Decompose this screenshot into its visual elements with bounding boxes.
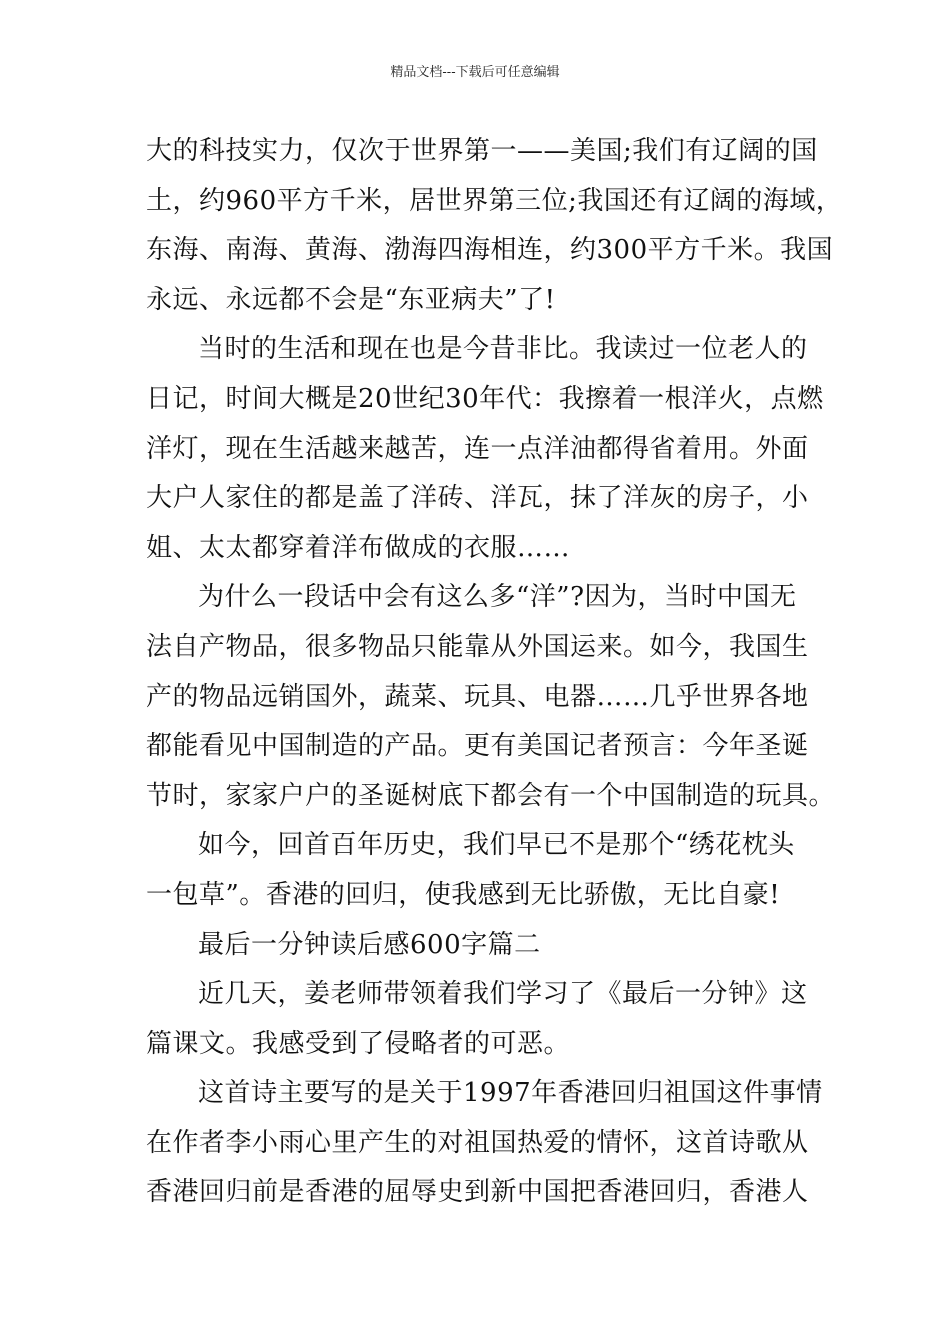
text-line: 洋灯，现在生活越来越苦，连一点洋油都得省着用。外面 — [146, 433, 809, 464]
text-line: 大的科技实力，仅次于世界第一——美国;我们有辽阔的国 — [146, 136, 818, 166]
text-line: 法自产物品，很多物品只能靠从外国运来。如今，我国生 — [146, 631, 809, 662]
text-line: 东海、南海、黄海、渤海四海相连，约300平方千米。我国 — [146, 235, 834, 266]
text-line: 永远、永远都不会是“东亚病夫”了! — [146, 284, 556, 315]
text-line: 近几天，姜老师带领着我们学习了《最后一分钟》这 — [198, 979, 808, 1010]
text-line: 如今，回首百年历史，我们早已不是那个“绣花枕头 — [198, 830, 795, 861]
text-line: 日记，时间大概是20世纪30年代：我擦着一根洋火，点燃 — [146, 383, 824, 414]
text-line: 土，约960平方千米，居世界第三位;我国还有辽阔的海域， — [146, 185, 843, 216]
text-line: 产的物品远销国外，蔬菜、玩具、电器……几乎世界各地 — [146, 681, 809, 712]
text-line: 在作者李小雨心里产生的对祖国热爱的情怀，这首诗歌从 — [146, 1127, 809, 1158]
text-line: 姐、太太都穿着洋布做成的衣服…… — [146, 532, 571, 563]
text-line: 都能看见中国制造的产品。更有美国记者预言：今年圣诞 — [146, 731, 809, 762]
text-line: 一包草”。香港的回归，使我感到无比骄傲，无比自豪! — [146, 879, 781, 910]
page-header: 精品文档---下载后可任意编辑 — [390, 65, 560, 80]
text-line: 节时，家家户户的圣诞树底下都会有一个中国制造的玩具。 — [146, 780, 836, 811]
text-line: 当时的生活和现在也是今昔非比。我读过一位老人的 — [198, 334, 808, 365]
text-line: 这首诗主要写的是关于1997年香港回归祖国这件事情 — [198, 1078, 823, 1109]
text-line: 香港回归前是香港的屈辱史到新中国把香港回归，香港人 — [146, 1177, 809, 1208]
text-line: 大户人家住的都是盖了洋砖、洋瓦，抹了洋灰的房子，小 — [146, 483, 809, 514]
document-body — [146, 127, 843, 1218]
text-line: 最后一分钟读后感600字篇二 — [198, 929, 541, 960]
text-line: 篇课文。我感受到了侵略者的可恶。 — [146, 1028, 571, 1059]
text-line: 为什么一段话中会有这么多“洋”?因为，当时中国无 — [198, 582, 797, 613]
